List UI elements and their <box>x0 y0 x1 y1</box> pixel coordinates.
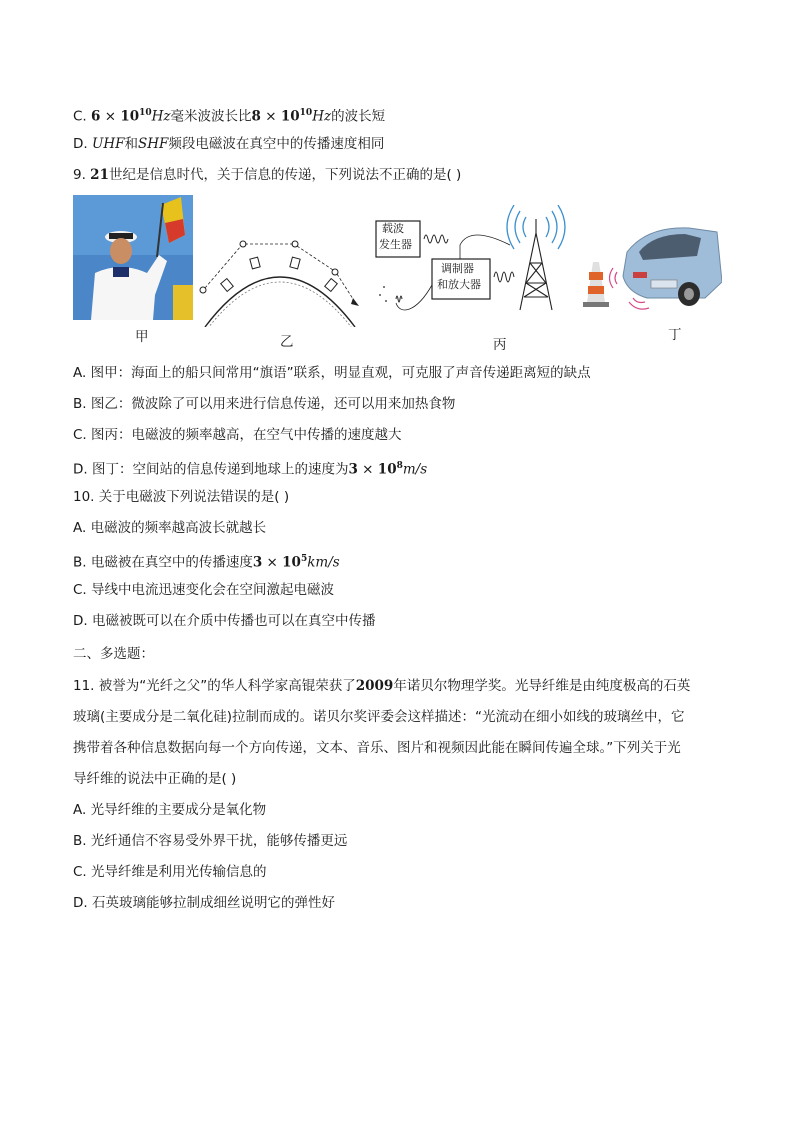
q10-option-b: B. 电磁被在真空中的传播速度$3 \times 10^5km/s$ <box>73 554 340 571</box>
q11-option-a: A. 光导纤维的主要成分是氧化物 <box>73 802 267 818</box>
caption-bing: 丙 <box>493 337 507 353</box>
question-11-line3: 携带着各种信息数据向每一个方向传递，文本、音乐、图片和视频因此能在瞬间传遍全球。”下列关于光 <box>73 740 681 756</box>
figure-ding-parking-radar-car <box>577 222 722 314</box>
question-11-line1: 11. 被誉为“光纤之父”的华人科学家高锟荣获了2009年诺贝尔物理学奖。光导纤维是由纯度极高的石英 <box>73 678 691 694</box>
question-10: 10. 关于电磁波下列说法错误的是( ) <box>73 489 290 505</box>
section-title-multiple-choice: 二、多选题： <box>73 646 154 662</box>
q9-option-a: A. 图甲：海面上的船只间常用“旗语”联系，明显直观，可克服了声音传递距离短的缺点 <box>73 365 591 381</box>
caption-jia: 甲 <box>135 329 149 345</box>
bing-box2-line2: 和放大器 <box>437 278 481 291</box>
figure-jia-flag-signaler <box>73 195 193 320</box>
question-11-line2: 玻璃(主要成分是二氧化硅)拉制而成的。诺贝尔奖评委会这样描述：“光流动在细小如线的玻璃丝中，它 <box>73 709 685 725</box>
q8-option-d: D. UHF和SHF频段电磁波在真空中的传播速度相同 <box>73 136 385 152</box>
q10-option-d: D. 电磁被既可以在介质中传播也可以在真空中传播 <box>73 613 376 629</box>
q9-option-b: B. 图乙：微波除了可以用来进行信息传递，还可以用来加热食物 <box>73 396 456 412</box>
bing-box1-line1: 载波 <box>382 222 404 235</box>
q10-option-c: C. 导线中电流迅速变化会在空间激起电磁波 <box>73 582 335 598</box>
caption-ding: 丁 <box>668 327 682 343</box>
q9-option-d: D. 图丁：空间站的信息传递到地球上的速度为$3 \times 10^8m/s$ <box>73 461 428 478</box>
question-9: 9. 21世纪是信息时代，关于信息的传递，下列说法不正确的是( ) <box>73 167 462 183</box>
q9-option-c: C. 图丙：电磁波的频率越高，在空气中传播的速度越大 <box>73 427 402 443</box>
q10-option-a: A. 电磁波的频率越高波长就越长 <box>73 520 267 536</box>
q11-option-c: C. 光导纤维是利用光传输信息的 <box>73 864 267 880</box>
q8-option-c: C. $6 \times 10^{10}Hz$毫米波波长比$8 \times 10^{10}Hz$的波长短 <box>73 108 386 125</box>
question-11-line4: 导纤维的说法中正确的是( ) <box>73 771 237 787</box>
q11-option-b: B. 光纤通信不容易受外界干扰，能够传播更远 <box>73 833 348 849</box>
bing-box1-line2: 发生器 <box>379 238 412 251</box>
q11-option-d: D. 石英玻璃能够拉制成细丝说明它的弹性好 <box>73 895 335 911</box>
figure-yi-microwave-relay <box>195 232 365 327</box>
caption-yi: 乙 <box>280 334 294 350</box>
bing-box2-line1: 调制器 <box>441 262 474 275</box>
